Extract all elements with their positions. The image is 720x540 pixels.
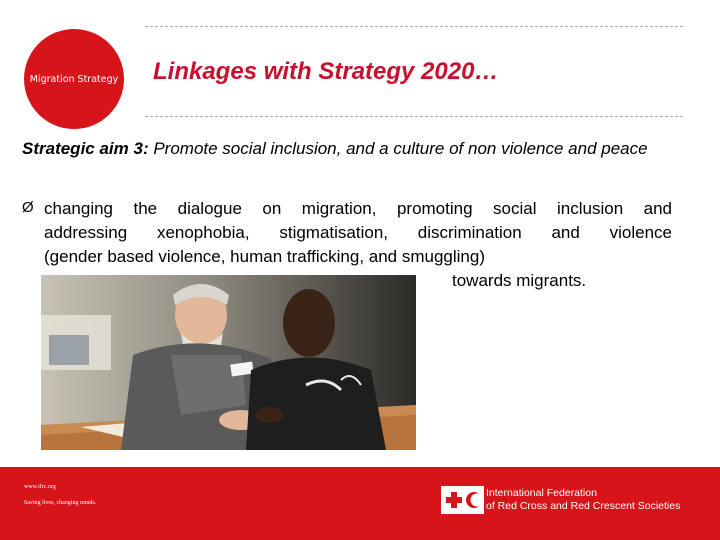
ifrc-name-line-1: International Federation xyxy=(486,487,597,499)
footer-url[interactable]: www.ifrc.org xyxy=(24,484,56,490)
footer-tagline: Saving lives, changing minds. xyxy=(24,500,97,506)
title-divider xyxy=(145,116,683,117)
teacher-student-photo xyxy=(41,275,416,450)
arrow-bullet-icon: Ø xyxy=(22,199,34,216)
bullet-line-3: (gender based violence, human trafficking, and smuggling) xyxy=(44,247,486,266)
red-cross-crescent-icon xyxy=(443,488,485,512)
bullet-line-1: changing the dialogue on migration, promoting social inclusion and xyxy=(44,199,673,218)
bullet-line-2: addressing xenophobia, stigmatisation, discrimination and violence xyxy=(44,223,672,242)
migration-strategy-badge xyxy=(24,29,124,129)
ifrc-name-line-2: of Red Cross and Red Crescent Societies xyxy=(486,499,681,512)
aim-lead: Strategic aim 3: xyxy=(22,139,149,158)
badge-label: Migration Strategy xyxy=(29,73,119,85)
bullet-line-4: towards migrants. xyxy=(452,271,587,290)
top-divider xyxy=(145,26,683,27)
page-title: Linkages with Strategy 2020… xyxy=(153,58,499,85)
bullet-line-1-link: changing the dialogue on migration xyxy=(44,199,372,218)
strategic-aim xyxy=(22,137,682,161)
ifrc-name xyxy=(486,487,680,512)
aim-text: Promote social inclusion, and a culture of non violence and peace xyxy=(148,139,648,158)
